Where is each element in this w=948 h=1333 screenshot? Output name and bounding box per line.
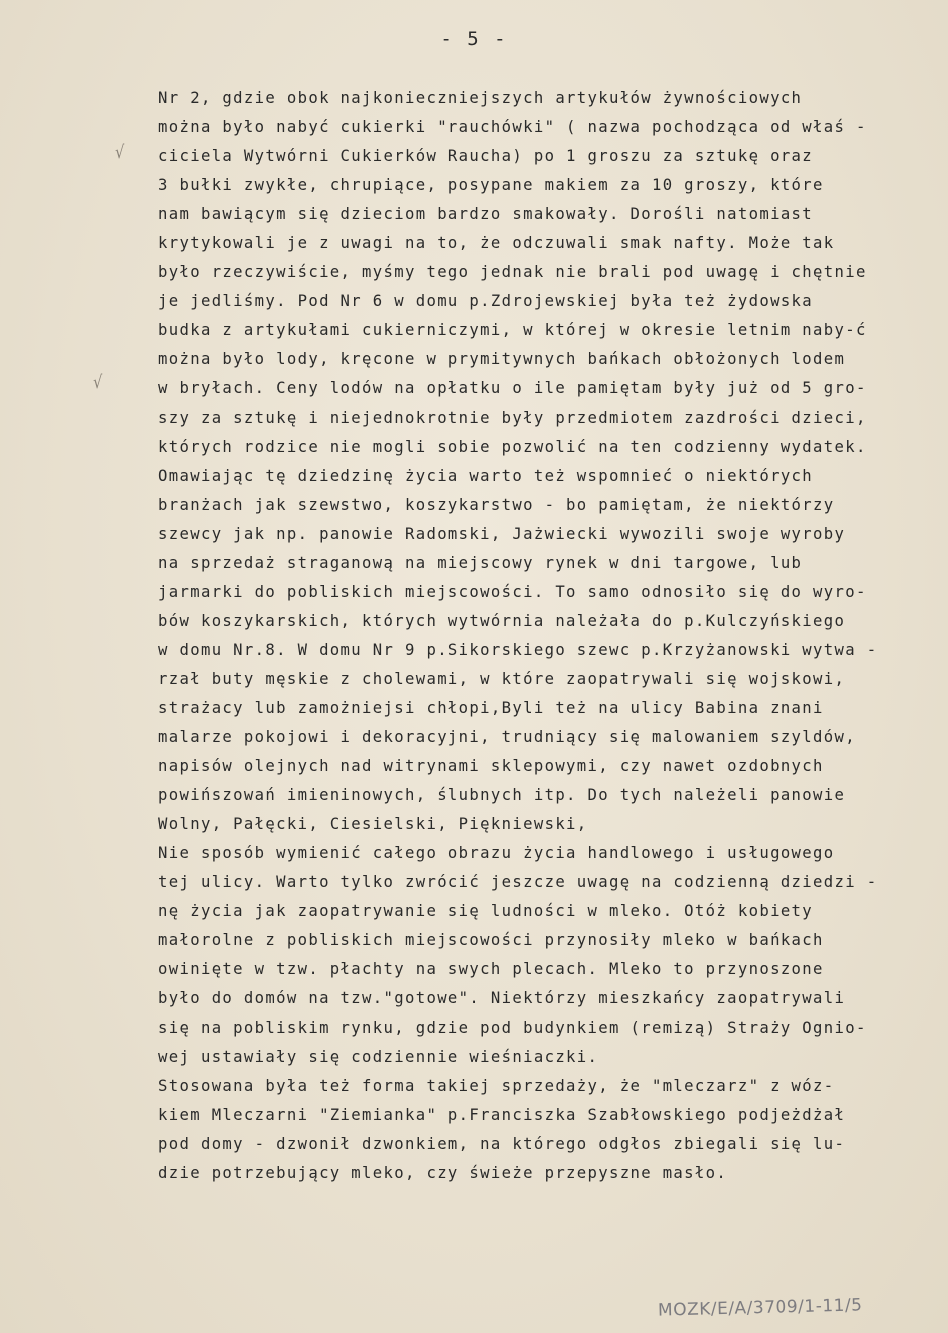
- text-line: Omawiając tę dziedzinę życia warto też wspomnieć o niektórych: [158, 466, 814, 485]
- text-line: krytykowali je z uwagi na to, że odczuwali smak nafty. Może tak: [158, 234, 835, 253]
- text-line: strażacy lub zamożniejsi chłopi,Byli też na ulicy Babina znani: [158, 698, 824, 717]
- text-line: powińszowań imieninowych, ślubnych itp. Do tych należeli panowie: [158, 786, 846, 805]
- text-line: Stosowana była też forma takiej sprzedaży, że "mleczarz" z wóz-: [158, 1076, 835, 1095]
- text-line: tej ulicy. Warto tylko zwrócić jeszcze uwagę na codzienną dziedzi -: [158, 873, 878, 892]
- archive-reference-pencil-note: MOZK/E/A/3709/1-11/5: [657, 1295, 863, 1321]
- text-line: których rodzice nie mogli sobie pozwolić na ten codzienny wydatek.: [158, 437, 867, 456]
- text-line: ciciela Wytwórni Cukierków Raucha) po 1 groszu za sztukę oraz: [158, 147, 814, 166]
- text-line: napisów olejnych nad witrynami sklepowymi, czy nawet ozdobnych: [158, 757, 824, 776]
- text-line: Wolny, Pałęcki, Ciesielski, Piękniewski,: [158, 815, 588, 834]
- text-line: kiem Mleczarni "Ziemianka" p.Franciszka Szabłowskiego podjeżdżał: [158, 1105, 846, 1124]
- text-line: można było nabyć cukierki "rauchówki" ( nazwa pochodząca od właś -: [158, 118, 867, 137]
- text-line: się na pobliskim rynku, gdzie pod budynkiem (remizą) Straży Ognio-: [158, 1018, 867, 1037]
- text-line: owinięte w tzw. płachty na swych plecach. Mleko to przynoszone: [158, 960, 824, 979]
- text-line: na sprzedaż straganową na miejscowy rynek w dni targowe, lub: [158, 553, 803, 572]
- text-line: pod domy - dzwonił dzwonkiem, na którego odgłos zbiegali się lu-: [158, 1134, 846, 1153]
- text-line: w bryłach. Ceny lodów na opłatku o ile pamiętam były już od 5 gro-: [158, 379, 867, 398]
- text-line: było do domów na tzw."gotowe". Niektórzy mieszkańcy zaopatrywali: [158, 989, 846, 1008]
- pencil-check-mark-icon: √: [115, 142, 125, 163]
- text-line: można było lody, kręcone w prymitywnych bańkach obłożonych lodem: [158, 350, 846, 369]
- text-line: dzie potrzebujący mleko, czy świeże przepyszne masło.: [158, 1163, 728, 1182]
- pencil-check-mark-icon: √: [93, 372, 103, 393]
- text-line: Nie sposób wymienić całego obrazu życia handlowego i usługowego: [158, 844, 835, 863]
- text-line: je jedliśmy. Pod Nr 6 w domu p.Zdrojewskiej była też żydowska: [158, 292, 814, 311]
- text-line: branżach jak szewstwo, koszykarstwo - bo pamiętam, że niektórzy: [158, 495, 835, 514]
- text-line: małorolne z pobliskich miejscowości przynosiły mleko w bańkach: [158, 931, 824, 950]
- typewritten-body-text: [158, 84, 948, 1188]
- text-line: było rzeczywiście, myśmy tego jednak nie brali pod uwagę i chętnie: [158, 263, 867, 282]
- text-line: nam bawiącym się dzieciom bardzo smakowały. Dorośli natomiast: [158, 205, 814, 224]
- text-line: budka z artykułami cukierniczymi, w której w okresie letnim naby-ć: [158, 321, 867, 340]
- text-line: nę życia jak zaopatrywanie się ludności w mleko. Otóż kobiety: [158, 902, 814, 921]
- text-line: w domu Nr.8. W domu Nr 9 p.Sikorskiego szewc p.Krzyżanowski wytwa -: [158, 640, 878, 659]
- text-line: jarmarki do pobliskich miejscowości. To samo odnosiło się do wyro-: [158, 582, 867, 601]
- text-line: rzał buty męskie z cholewami, w które zaopatrywali się wojskowi,: [158, 669, 846, 688]
- text-line: malarze pokojowi i dekoracyjni, trudniący się malowaniem szyldów,: [158, 728, 856, 747]
- text-line: szy za sztukę i niejednokrotnie były przedmiotem zazdrości dzieci,: [158, 408, 867, 427]
- text-line: bów koszykarskich, których wytwórnia należała do p.Kulczyńskiego: [158, 611, 846, 630]
- text-line: szewcy jak np. panowie Radomski, Jażwiecki wywozili swoje wyroby: [158, 524, 846, 543]
- text-line: Nr 2, gdzie obok najkonieczniejszych artykułów żywnościowych: [158, 89, 803, 107]
- text-line: wej ustawiały się codziennie wieśniaczki.: [158, 1047, 599, 1066]
- text-line: 3 bułki zwykłe, chrupiące, posypane makiem za 10 groszy, które: [158, 176, 824, 195]
- page-number: - 5 -: [440, 28, 508, 50]
